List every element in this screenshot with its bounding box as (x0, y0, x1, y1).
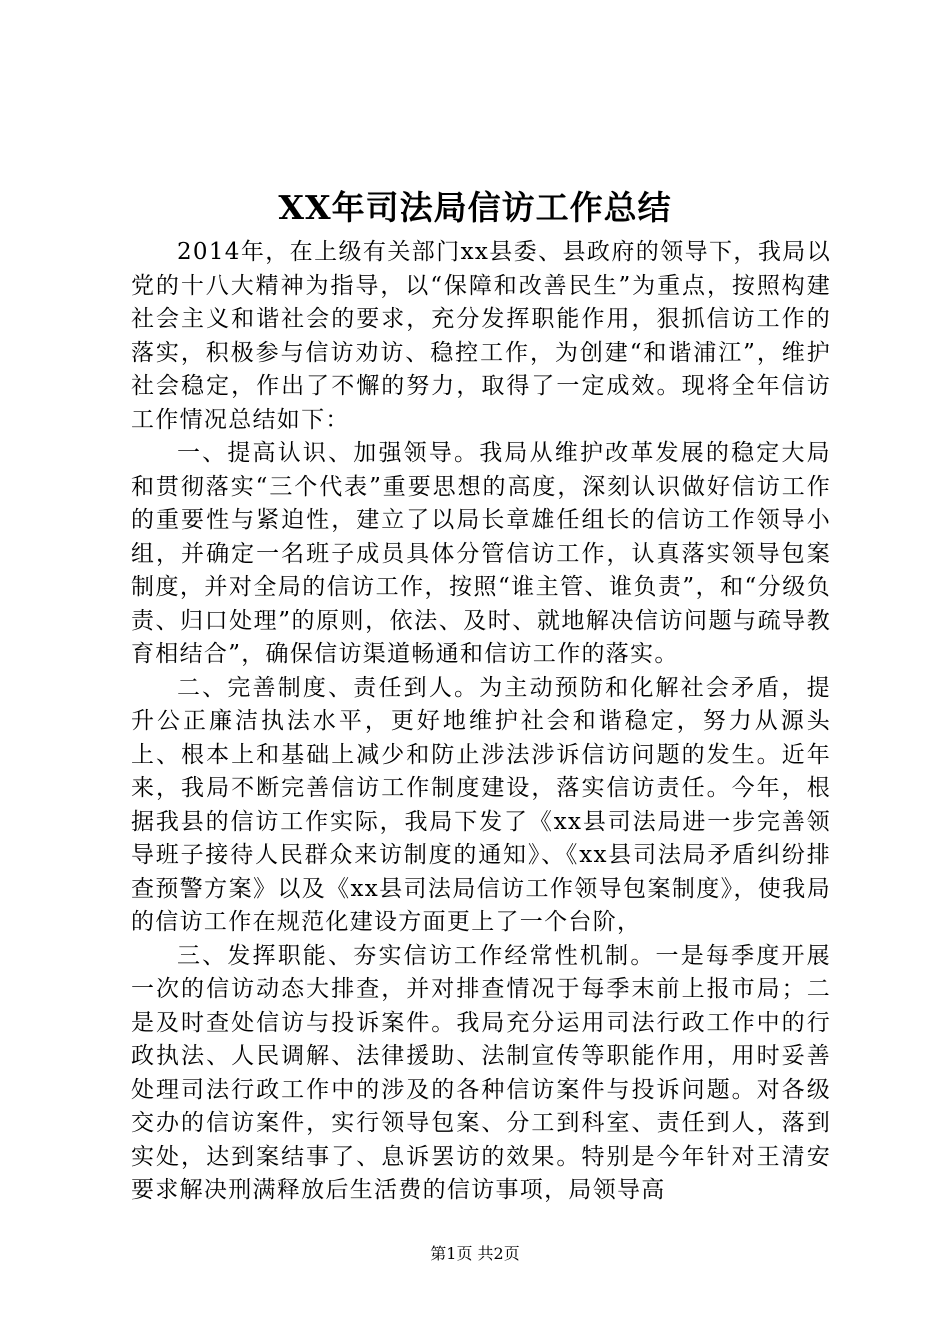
page-number-footer: 第1页 共2页 (430, 1244, 520, 1263)
document-body (131, 236, 831, 1208)
paragraph-section-2: 二、完善制度、责任到人。为主动预防和化解社会矛盾，提升公正廉洁执法水平，更好地维护社会和谐稳定，努力从源头上、根本上和基础上减少和防止涉法涉诉信访问题的发生。近年来，我局不断完善信访工作制度建设，落实信访责任。今年，根据我县的信访工作实际，我局下发了《xx县司法局进一步完善领导班子接待人民群众来访制度的通知》、《xx县司法局矛盾纠纷排查预警方案》以及《xx县司法局信访工作领导包案制度》，使我局的信访工作在规范化建设方面更上了一个台阶， (131, 674, 831, 935)
paragraph-intro: 2014年，在上级有关部门xx县委、县政府的领导下，我局以党的十八大精神为指导，以“保障和改善民生”为重点，按照构建社会主义和谐社会的要求，充分发挥职能作用，狠抓信访工作的落实，积极参与信访劝访、稳控工作，为创建“和谐浦江”，维护社会稳定，作出了不懈的努力，取得了一定成效。现将全年信访工作情况总结如下： (131, 239, 831, 433)
paragraph-section-3: 三、发挥职能、夯实信访工作经常性机制。一是每季度开展一次的信访动态大排查，并对排查情况于每季末前上报市局；二是及时查处信访与投诉案件。我局充分运用司法行政工作中的行政执法、人民调解、法律援助、法制宣传等职能作用，用时妥善处理司法行政工作中的涉及的各种信访案件与投诉问题。对各级交办的信访案件，实行领导包案、分工到科室、责任到人，落到实处，达到案结事了、息诉罢访的效果。特别是今年针对王清安要求解决刑满释放后生活费的信访事项，局领导高 (131, 942, 831, 1203)
paragraph-section-1: 一、提高认识、加强领导。我局从维护改革发展的稳定大局和贯彻落实“三个代表”重要思想的高度，深刻认识做好信访工作的重要性与紧迫性，建立了以局长章雄任组长的信访工作领导小组，并确定一名班子成员具体分管信访工作，认真落实领导包案制度，并对全局的信访工作，按照“谁主管、谁负责”，和“分级负责、归口处理”的原则，依法、及时、就地解决信访问题与疏导教育相结合”，确保信访渠道畅通和信访工作的落实。 (131, 440, 831, 667)
document-title: XX年司法局信访工作总结 (278, 188, 672, 227)
